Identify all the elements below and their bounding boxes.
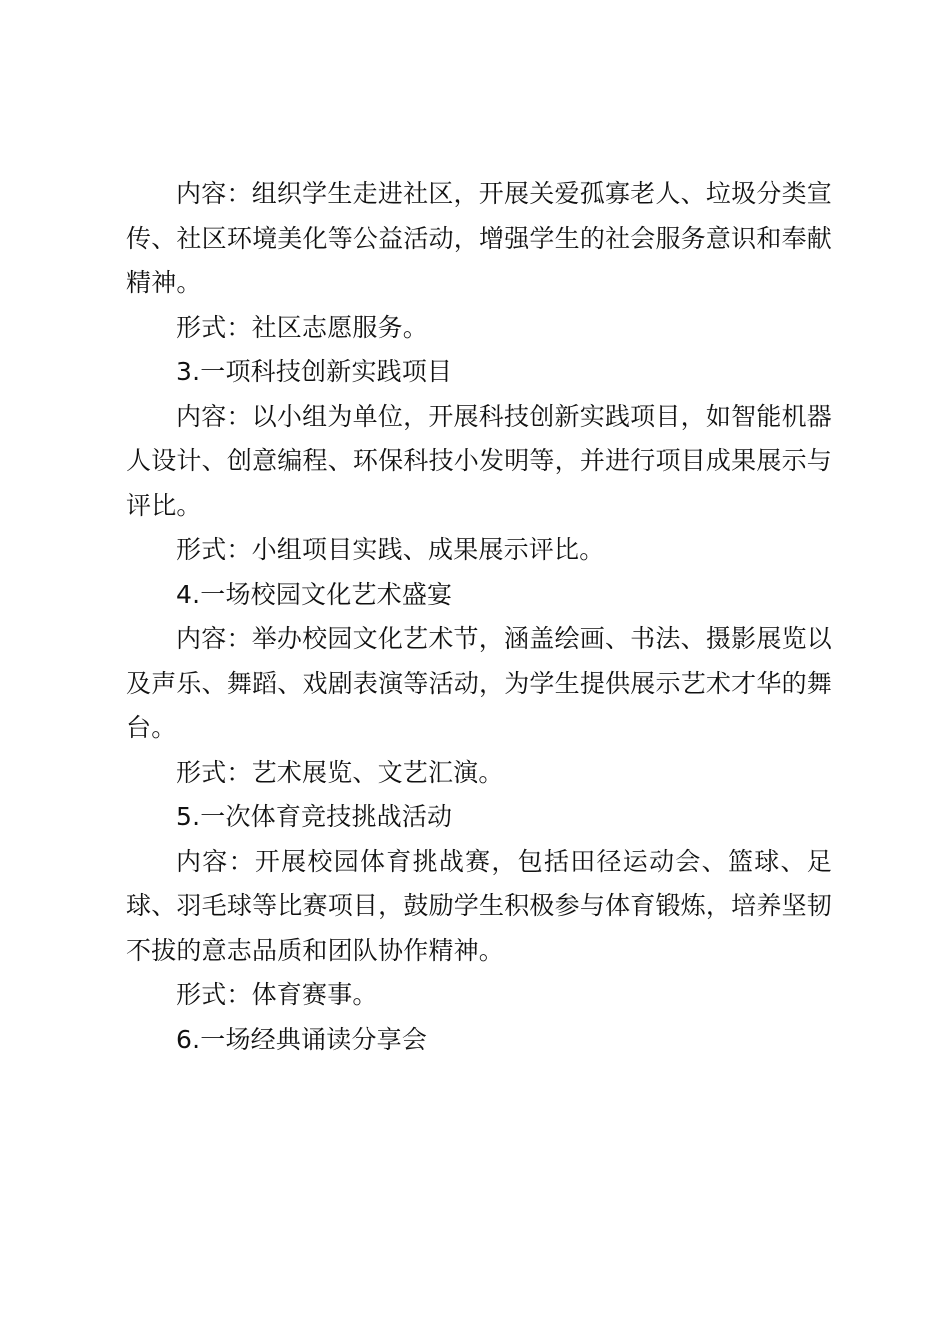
tech-content-paragraph: 内容：以小组为单位，开展科技创新实践项目，如智能机器人设计、创意编程、环保科技小发明等，并进行项目成果展示与评比。 xyxy=(126,401,832,520)
community-content-paragraph: 内容：组织学生走进社区，开展关爱孤寡老人、垃圾分类宣传、社区环境美化等公益活动，增强学生的社会服务意识和奉献精神。 xyxy=(126,179,832,297)
community-format-paragraph: 形式：社区志愿服务。 xyxy=(176,312,429,342)
art-format-paragraph: 形式：艺术展览、文艺汇演。 xyxy=(176,757,504,787)
tech-format-paragraph: 形式：小组项目实践、成果展示评比。 xyxy=(176,535,605,564)
document-body xyxy=(126,172,832,1062)
section-heading-6: 6.一场经典诵读分享会 xyxy=(176,1024,428,1054)
section-heading-3: 3.一项科技创新实践项目 xyxy=(176,357,453,386)
section-heading-4: 4.一场校园文化艺术盛宴 xyxy=(176,579,453,609)
art-content-paragraph: 内容：举办校园文化艺术节，涵盖绘画、书法、摄影展览以及声乐、舞蹈、戏剧表演等活动，为学生提供展示艺术才华的舞台。 xyxy=(126,624,832,742)
section-heading-5: 5.一次体育竞技挑战活动 xyxy=(176,802,453,831)
sports-format-paragraph: 形式：体育赛事。 xyxy=(176,980,378,1009)
sports-content-paragraph: 内容：开展校园体育挑战赛，包括田径运动会、篮球、足球、羽毛球等比赛项目，鼓励学生积极参与体育锻炼，培养坚韧不拔的意志品质和团队协作精神。 xyxy=(126,846,832,965)
